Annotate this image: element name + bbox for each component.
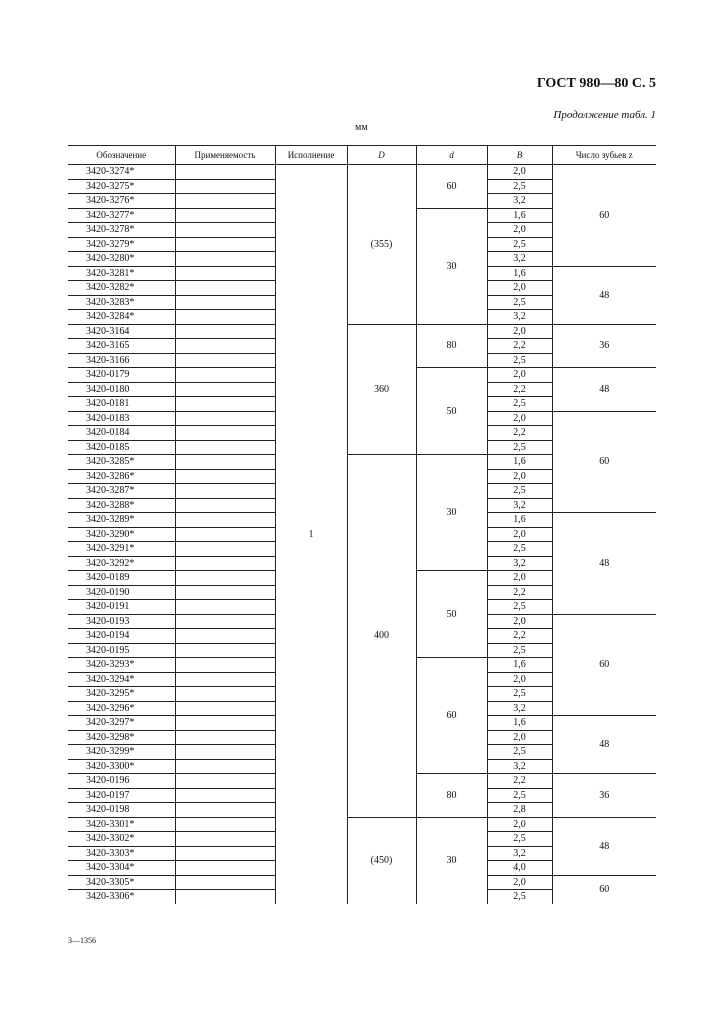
applicability-cell	[175, 455, 275, 470]
B-cell: 2,0	[487, 223, 552, 238]
applicability-cell	[175, 426, 275, 441]
B-cell: 2,2	[487, 426, 552, 441]
table-row	[68, 165, 656, 180]
applicability-cell	[175, 179, 275, 194]
applicability-cell	[175, 295, 275, 310]
designation-cell: 3420-3283*	[68, 295, 175, 310]
designation-cell: 3420-3304*	[68, 861, 175, 876]
designation-cell: 3420-3300*	[68, 759, 175, 774]
B-cell: 3,2	[487, 194, 552, 209]
B-cell: 4,0	[487, 861, 552, 876]
designation-cell: 3420-0191	[68, 600, 175, 615]
d-cell: 60	[416, 165, 487, 209]
designation-cell: 3420-3291*	[68, 542, 175, 557]
B-cell: 2,0	[487, 875, 552, 890]
B-cell: 3,2	[487, 701, 552, 716]
B-cell: 3,2	[487, 759, 552, 774]
applicability-cell	[175, 614, 275, 629]
B-cell: 2,5	[487, 295, 552, 310]
B-cell: 2,0	[487, 469, 552, 484]
teeth-count-cell: 36	[552, 774, 656, 818]
designation-cell: 3420-0197	[68, 788, 175, 803]
designation-cell: 3420-0189	[68, 571, 175, 586]
B-cell: 2,5	[487, 484, 552, 499]
applicability-cell	[175, 252, 275, 267]
d-cell: 60	[416, 658, 487, 774]
B-cell: 2,0	[487, 411, 552, 426]
B-cell: 3,2	[487, 846, 552, 861]
d-cell: 80	[416, 774, 487, 818]
B-cell: 2,2	[487, 629, 552, 644]
designation-cell: 3420-3281*	[68, 266, 175, 281]
applicability-cell	[175, 687, 275, 702]
B-cell: 2,0	[487, 281, 552, 296]
B-cell: 2,0	[487, 324, 552, 339]
applicability-cell	[175, 281, 275, 296]
designation-cell: 3420-3166	[68, 353, 175, 368]
B-cell: 2,2	[487, 585, 552, 600]
designation-cell: 3420-0196	[68, 774, 175, 789]
B-cell: 2,5	[487, 353, 552, 368]
teeth-count-cell: 48	[552, 368, 656, 412]
applicability-cell	[175, 469, 275, 484]
designation-cell: 3420-0194	[68, 629, 175, 644]
D-cell: 360	[347, 324, 416, 455]
d-cell: 30	[416, 817, 487, 904]
designation-cell: 3420-3288*	[68, 498, 175, 513]
designation-cell: 3420-3280*	[68, 252, 175, 267]
B-cell: 1,6	[487, 208, 552, 223]
applicability-cell	[175, 817, 275, 832]
designation-cell: 3420-3293*	[68, 658, 175, 673]
designation-cell: 3420-3301*	[68, 817, 175, 832]
applicability-cell	[175, 339, 275, 354]
B-cell: 1,6	[487, 513, 552, 528]
applicability-cell	[175, 411, 275, 426]
column-header-d: d	[416, 146, 487, 165]
designation-cell: 3420-3285*	[68, 455, 175, 470]
B-cell: 2,5	[487, 237, 552, 252]
d-cell: 50	[416, 368, 487, 455]
applicability-cell	[175, 759, 275, 774]
designation-cell: 3420-3282*	[68, 281, 175, 296]
applicability-cell	[175, 556, 275, 571]
B-cell: 2,5	[487, 788, 552, 803]
applicability-cell	[175, 527, 275, 542]
teeth-count-cell: 60	[552, 875, 656, 904]
column-header-teeth: Число зубьев z	[552, 146, 656, 165]
designation-cell: 3420-3299*	[68, 745, 175, 760]
applicability-cell	[175, 310, 275, 325]
applicability-cell	[175, 890, 275, 904]
table-row	[68, 817, 656, 832]
column-header-applicability: Применяемость	[175, 146, 275, 165]
B-cell: 1,6	[487, 455, 552, 470]
D-cell: (355)	[347, 165, 416, 325]
designation-cell: 3420-0193	[68, 614, 175, 629]
column-header-B: B	[487, 146, 552, 165]
B-cell: 3,2	[487, 556, 552, 571]
applicability-cell	[175, 237, 275, 252]
table-continuation-label: Продолжение табл. 1	[553, 109, 656, 121]
column-header-D: D	[347, 146, 416, 165]
designation-cell: 3420-3164	[68, 324, 175, 339]
B-cell: 2,5	[487, 890, 552, 904]
B-cell: 2,5	[487, 179, 552, 194]
execution-cell: 1	[275, 165, 347, 904]
teeth-count-cell: 60	[552, 411, 656, 513]
B-cell: 3,2	[487, 310, 552, 325]
designation-cell: 3420-0190	[68, 585, 175, 600]
B-cell: 2,2	[487, 774, 552, 789]
teeth-count-cell: 48	[552, 266, 656, 324]
applicability-cell	[175, 324, 275, 339]
B-cell: 2,5	[487, 542, 552, 557]
D-cell: 400	[347, 455, 416, 818]
designation-cell: 3420-3277*	[68, 208, 175, 223]
B-cell: 3,2	[487, 498, 552, 513]
applicability-cell	[175, 832, 275, 847]
applicability-cell	[175, 194, 275, 209]
applicability-cell	[175, 165, 275, 180]
applicability-cell	[175, 223, 275, 238]
B-cell: 2,5	[487, 832, 552, 847]
designation-cell: 3420-3306*	[68, 890, 175, 904]
designation-cell: 3420-0179	[68, 368, 175, 383]
applicability-cell	[175, 788, 275, 803]
designation-cell: 3420-3302*	[68, 832, 175, 847]
designation-cell: 3420-0180	[68, 382, 175, 397]
applicability-cell	[175, 353, 275, 368]
table-body	[68, 165, 656, 904]
designation-cell: 3420-3165	[68, 339, 175, 354]
B-cell: 2,0	[487, 165, 552, 180]
B-cell: 2,0	[487, 368, 552, 383]
designation-cell: 3420-3278*	[68, 223, 175, 238]
designation-cell: 3420-3274*	[68, 165, 175, 180]
designation-cell: 3420-0185	[68, 440, 175, 455]
designation-cell: 3420-3287*	[68, 484, 175, 499]
designation-cell: 3420-3297*	[68, 716, 175, 731]
B-cell: 2,0	[487, 571, 552, 586]
column-header-designation: Обозначение	[68, 146, 175, 165]
designation-cell: 3420-3275*	[68, 179, 175, 194]
B-cell: 2,0	[487, 527, 552, 542]
B-cell: 2,8	[487, 803, 552, 818]
designation-cell: 3420-3279*	[68, 237, 175, 252]
d-cell: 30	[416, 208, 487, 324]
applicability-cell	[175, 672, 275, 687]
B-cell: 2,0	[487, 730, 552, 745]
unit-label: мм	[355, 122, 368, 133]
designation-cell: 3420-0181	[68, 397, 175, 412]
applicability-cell	[175, 803, 275, 818]
parts-table	[68, 145, 656, 904]
D-cell: (450)	[347, 817, 416, 904]
designation-cell: 3420-0195	[68, 643, 175, 658]
teeth-count-cell: 36	[552, 324, 656, 368]
table-header-row	[68, 146, 656, 165]
designation-cell: 3420-3305*	[68, 875, 175, 890]
designation-cell: 3420-3284*	[68, 310, 175, 325]
teeth-count-cell: 60	[552, 614, 656, 716]
designation-cell: 3420-3294*	[68, 672, 175, 687]
applicability-cell	[175, 730, 275, 745]
applicability-cell	[175, 498, 275, 513]
B-cell: 2,2	[487, 382, 552, 397]
designation-cell: 3420-3303*	[68, 846, 175, 861]
d-cell: 50	[416, 571, 487, 658]
applicability-cell	[175, 600, 275, 615]
column-header-execution: Исполнение	[275, 146, 347, 165]
applicability-cell	[175, 585, 275, 600]
applicability-cell	[175, 745, 275, 760]
applicability-cell	[175, 513, 275, 528]
B-cell: 1,6	[487, 716, 552, 731]
applicability-cell	[175, 629, 275, 644]
applicability-cell	[175, 397, 275, 412]
designation-cell: 3420-0198	[68, 803, 175, 818]
designation-cell: 3420-3276*	[68, 194, 175, 209]
designation-cell: 3420-0183	[68, 411, 175, 426]
designation-cell: 3420-3298*	[68, 730, 175, 745]
d-cell: 30	[416, 455, 487, 571]
designation-cell: 3420-3292*	[68, 556, 175, 571]
designation-cell: 3420-3295*	[68, 687, 175, 702]
designation-cell: 3420-3289*	[68, 513, 175, 528]
teeth-count-cell: 60	[552, 165, 656, 267]
d-cell: 80	[416, 324, 487, 368]
B-cell: 1,6	[487, 266, 552, 281]
B-cell: 2,5	[487, 440, 552, 455]
applicability-cell	[175, 382, 275, 397]
applicability-cell	[175, 368, 275, 383]
page-code: 3—1356	[68, 936, 96, 945]
B-cell: 2,5	[487, 397, 552, 412]
page-header: ГОСТ 980—80 С. 5	[536, 76, 656, 91]
B-cell: 2,5	[487, 687, 552, 702]
applicability-cell	[175, 774, 275, 789]
applicability-cell	[175, 701, 275, 716]
B-cell: 2,5	[487, 643, 552, 658]
teeth-count-cell: 48	[552, 716, 656, 774]
applicability-cell	[175, 542, 275, 557]
applicability-cell	[175, 861, 275, 876]
B-cell: 3,2	[487, 252, 552, 267]
applicability-cell	[175, 484, 275, 499]
B-cell: 2,2	[487, 339, 552, 354]
applicability-cell	[175, 716, 275, 731]
applicability-cell	[175, 266, 275, 281]
applicability-cell	[175, 440, 275, 455]
applicability-cell	[175, 875, 275, 890]
applicability-cell	[175, 658, 275, 673]
applicability-cell	[175, 571, 275, 586]
applicability-cell	[175, 643, 275, 658]
teeth-count-cell: 48	[552, 817, 656, 875]
B-cell: 2,5	[487, 600, 552, 615]
applicability-cell	[175, 846, 275, 861]
B-cell: 2,0	[487, 672, 552, 687]
designation-cell: 3420-3296*	[68, 701, 175, 716]
B-cell: 2,0	[487, 614, 552, 629]
table-row	[68, 324, 656, 339]
B-cell: 1,6	[487, 658, 552, 673]
B-cell: 2,5	[487, 745, 552, 760]
designation-cell: 3420-3290*	[68, 527, 175, 542]
designation-cell: 3420-3286*	[68, 469, 175, 484]
teeth-count-cell: 48	[552, 513, 656, 615]
B-cell: 2,0	[487, 817, 552, 832]
applicability-cell	[175, 208, 275, 223]
designation-cell: 3420-0184	[68, 426, 175, 441]
